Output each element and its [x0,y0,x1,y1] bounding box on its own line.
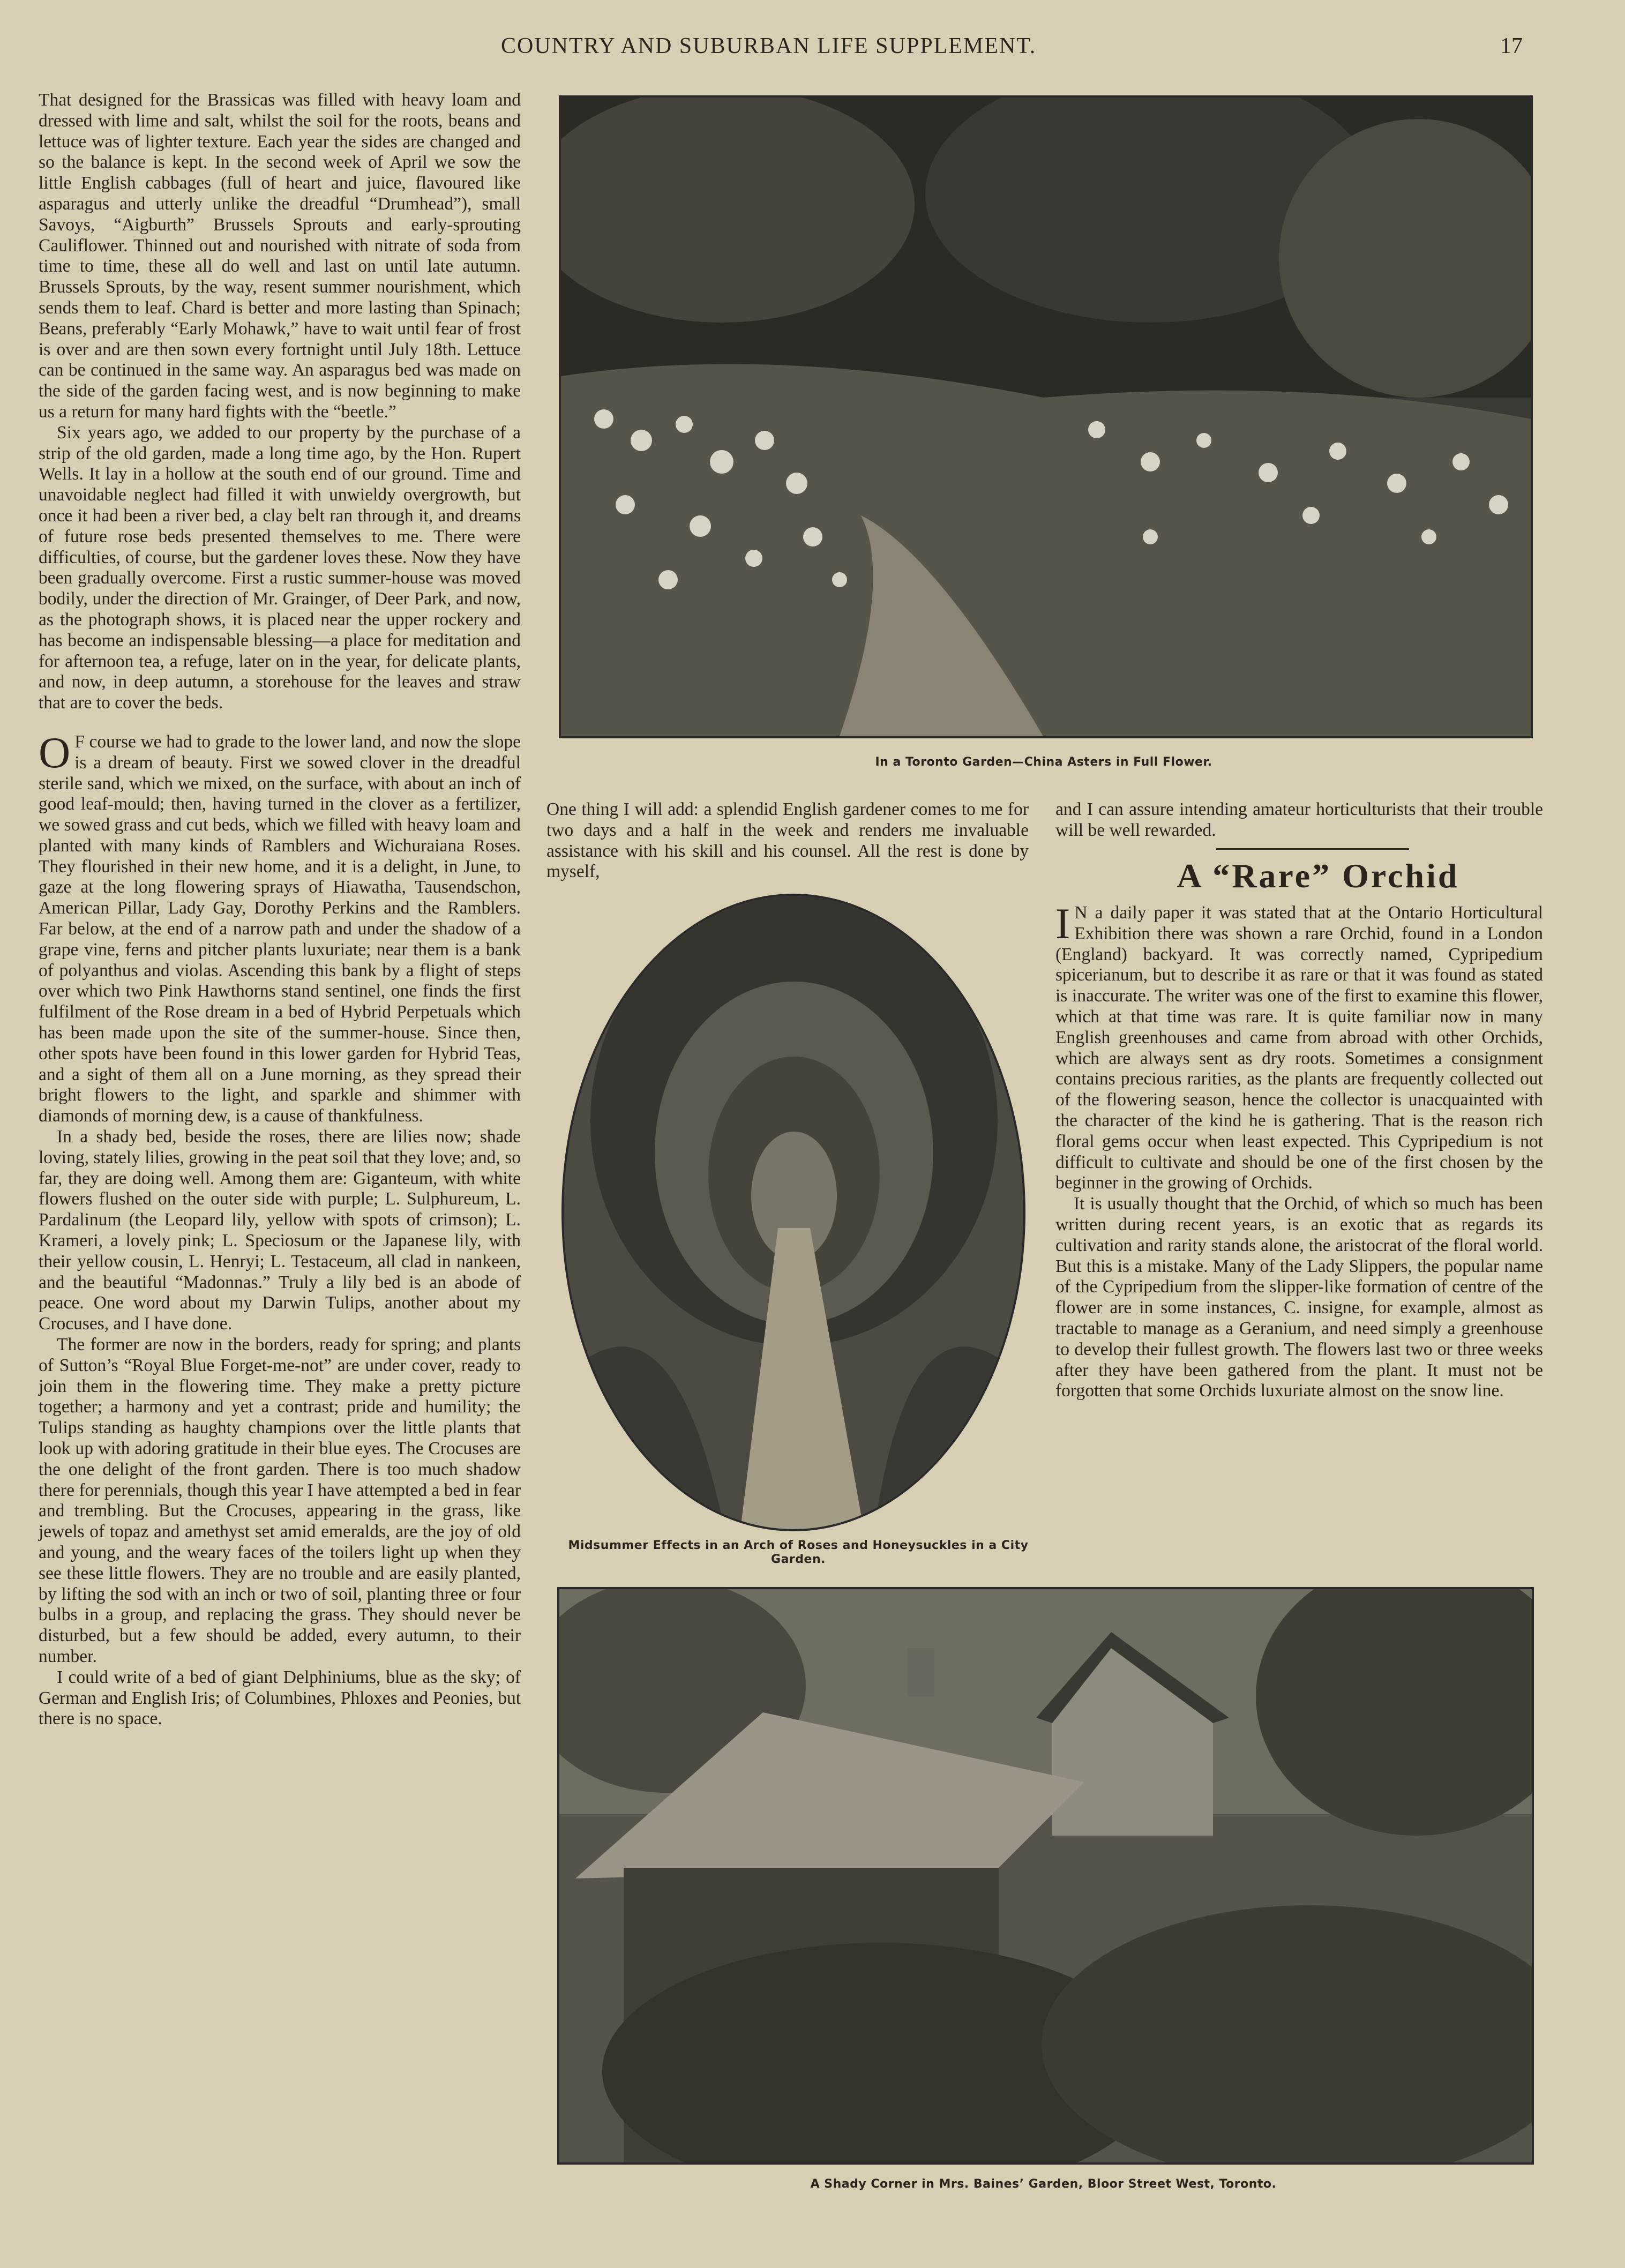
drop-cap: I [1055,899,1070,948]
drop-cap: O [39,728,71,777]
paragraph: The former are now in the borders, ready for spring; and plants of Sutton’s “Royal Blue Forget-me-not” are under cover, ready to join them in the flowering time. They make a pretty picture together; a harmony and yet a contrast; pride and humility; the Tulips standing as haughty champions over the little plants that look up with adoring gratitude in their blue eyes. The Crocuses are the one delight of the front garden. There is too much shadow there for perennials, though this year I have attempted a bed in fear and trembling. But the Crocuses, appearing in the grass, like jewels of topaz and amethyst set amid emeralds, are the joy of old and young, and the weary faces of the toilers light up when they see these little flowers. They are no trouble and are easily planted, by lifting the sod with an inch or two of soil, planting three or four bulbs in a group, and replacing the grass. They should never be disturbed, but a few should be added, every autumn, to their number. [39,1335,521,1666]
garden-asters-image [561,98,1531,736]
paragraph: and I can assure intending amateur horticulturists that their trouble will be well rewarded. [1055,799,1543,840]
paragraph: I N a daily paper it was stated that at the Ontario Horticultural Exhibition there was shown a rare Orchid, found in a London (England) backyard. It was correctly named, Cypripedium spicerianum, but to describe it as rare or that it was found as stated is inaccurate. The writer was one of the first to examine this flower, which at that time was rare. It is quite familiar now in many English greenhouses and came from abroad with other Orchids, which are always sent as dry roots. Sometimes a consignment contains precious rarities, as the plants are frequently collected out of the flowering season, hence the collector is unacquainted with the character of the kind he is gathering. That is the reason rich floral gems occur when least expected. This Cypripedium is not difficult to cultivate and should be one of the first chosen by the beginner in the growing of Orchids. [1055,899,1543,1193]
photo-shady-corner [557,1587,1534,2165]
page-number: 17 [1500,34,1523,58]
photo-rose-arch [561,894,1025,1531]
summer-house-image [559,1589,1532,2162]
photo-china-asters [559,95,1533,738]
caption-photo-1: In a Toronto Garden—China Asters in Full Flower. [875,755,1212,769]
paragraph: It is usually thought that the Orchid, of which so much has been written during recent years, is an exotic that as regards its cultivation and rarity stands alone, the aristocrat of the floral world. But this is a mistake. Many of the Lady Slippers, the popular name of the Cypripedium from the slipper-like formation of centre of the flower are in some instances, C. insigne, for example, almost as tractable to manage as a Geranium, and need simply a greenhouse to develop their fullest growth. The flowers last two or three weeks after they have been gathered from the plant. It must not be forgotten that some Orchids luxuriate almost on the snow line. [1055,1194,1543,1401]
paragraph: O F course we had to grade to the lower land, and now the slope is a dream of beauty. First we sowed clover in the dreadful sterile sand, which we mixed, on the surface, with about an inch of good leaf-mould; then, having turned in the clover as a fertilizer, we sowed grass and cut beds, which we filled with heavy loam and planted with many kinds of Ramblers and Wichuraiana Roses. They flourished in their new home, and it is a delight, in June, to gaze at the long flowering sprays of Hiawatha, Tausendschon, American Pillar, Lady Gay, Dorothy Perkins and the Ramblers. Far below, at the end of a narrow path and under the shadow of a grape vine, ferns and pitcher plants luxuriate; near them is a bank of polyanthus and violas. Ascending this bank by a flight of steps over which two Pink Hawthorns stand sentinel, one finds the first fulfilment of the Rose dream in a bed of Hybrid Perpetuals which has been made upon the site of the summer-house. Since then, other spots have been found in this lower garden for Hybrid Teas, and a sight of them all on a June morning, as they spread their bright flowers to the light, and sparkle and shimmer with diamonds of morning dew, is a cause of thankfulness. [39,728,521,1126]
caption-photo-2: Midsummer Effects in an Arch of Roses and Honeysuckles in a City Garden. [568,1539,1029,1566]
page-header [0,33,1625,65]
column-right-article [1055,899,1543,1402]
column-right-top [1055,799,1543,841]
running-head: COUNTRY AND SUBURBAN LIFE SUPPLEMENT. [501,34,1037,58]
article-headline: A “Rare” Orchid [1177,857,1459,895]
paragraph: One thing I will add: a splendid English gardener comes to me for two days and a half in the week and renders me invaluable assistance with his skill and his counsel. All the rest is done by myself, [546,799,1029,882]
column-middle [546,799,1029,882]
rose-arch-image [564,896,1023,1529]
paragraph: Six years ago, we added to our property by the purchase of a strip of the old garden, made a long time ago, by the Hon. Rupert Wells. It lay in a hollow at the south end of our ground. Time and unavoidable neglect had filled it with unwieldy overgrowth, but once it had been a river bed, a clay belt ran through it, and dreams of future rose beds presented themselves to me. There were difficulties, of course, but the gardener loves these. Now they have been gradually overcome. First a rustic summer-house was moved bodily, under the direction of Mr. Grainger, of Deer Park, and now, as the photograph shows, it is placed near the upper rockery and has become an indispensable blessing—a place for meditation and for afternoon tea, a refuge, later on in the year, for delicate plants, and now, in deep autumn, a storehouse for the leaves and straw that are to cover the beds. [39,422,521,713]
caption-photo-3: A Shady Corner in Mrs. Baines’ Garden, Bloor Street West, Toronto. [810,2177,1277,2191]
column-left [39,90,521,1730]
paragraph: In a shady bed, beside the roses, there are lilies now; shade loving, stately lilies, growing in the peat soil that they love; and, so far, they are doing well. Among them are: Giganteum, with white flowers flushed on the outer side with purple; L. Sulphureum, L. Pardalinum (the Leopard lily, yellow with spots of crimson); L. Krameri, a lovely pink; L. Speciosum or the Japanese lily, with their yellow cousin, L. Henryi; L. Testaceum, all clad in nankeen, and the beautiful “Madonnas.” Truly a lily bed is an abode of peace. One word about my Darwin Tulips, another about my Crocuses, and I have done. [39,1127,521,1334]
paragraph: I could write of a bed of giant Delphiniums, blue as the sky; of German and English Iris; of Columbines, Phloxes and Peonies, but there is no space. [39,1667,521,1729]
paragraph: That designed for the Brassicas was filled with heavy loam and dressed with lime and salt, whilst the soil for the roots, beans and lettuce was of lighter texture. Each year the sides are changed and so the balance is kept. In the second week of April we sow the little English cabbages (full of heart and juice, flavoured like asparagus and utterly unlike the dreadful “Drumhead”), small Savoys, “Aigburth” Brussels Sprouts and early-sprouting Cauliflower. Thinned out and nourished with nitrate of soda from time to time, these all do well and last on until late autumn. Brussels Sprouts, by the way, resent summer nourishment, which sends them to leaf. Chard is better and more lasting than Spinach; Beans, preferably “Early Mohawk,” have to wait until fear of frost is over and are then sown every fortnight until July 18th. Lettuce can be continued in the same way. An asparagus bed was made on the side of the garden facing west, and is now beginning to make us a return for many hard fights with the “beetle.” [39,90,521,422]
section-divider [1216,848,1409,850]
